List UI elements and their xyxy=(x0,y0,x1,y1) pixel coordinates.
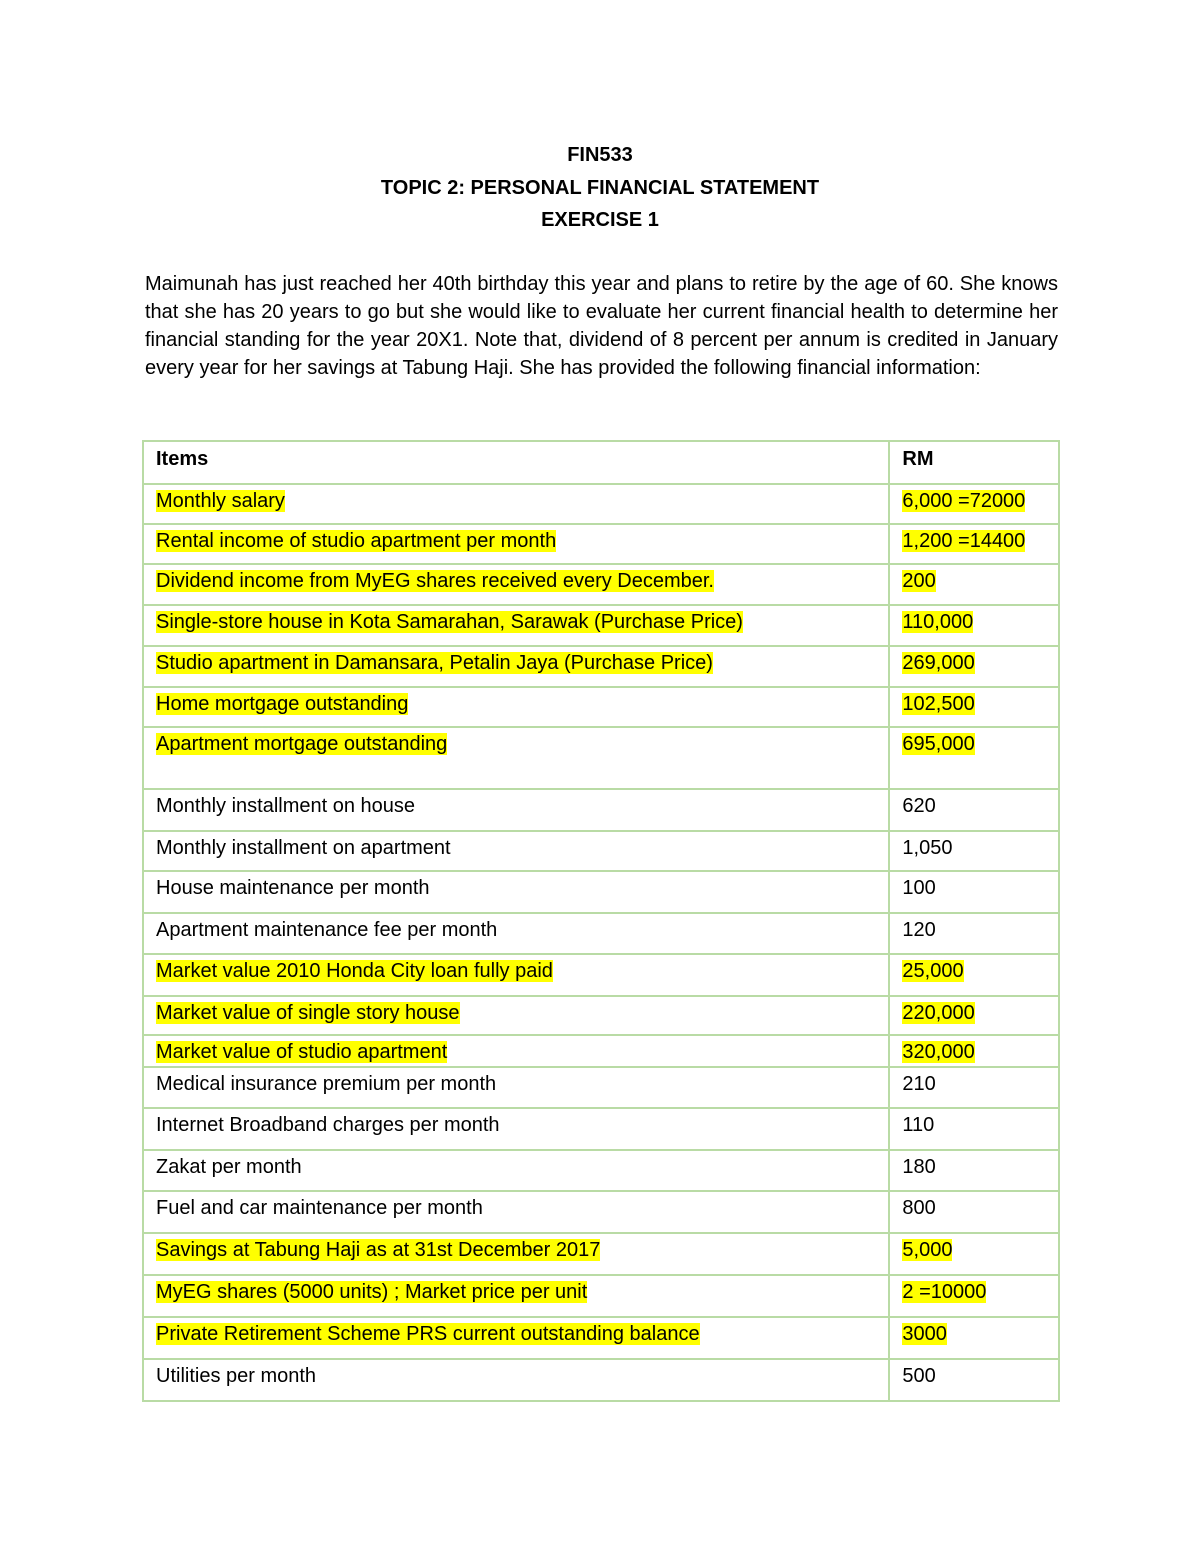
item-cell xyxy=(143,1108,889,1150)
rm-value: 320,000 xyxy=(902,1041,975,1063)
item-text: Market value of single story house xyxy=(156,1002,460,1024)
rm-cell xyxy=(889,789,1059,831)
item-cell xyxy=(143,1150,889,1191)
rm-value: 500 xyxy=(902,1365,936,1387)
rm-cell xyxy=(889,687,1059,727)
item-text: Monthly installment on apartment xyxy=(156,837,451,859)
rm-value: 220,000 xyxy=(902,1002,975,1024)
rm-cell xyxy=(889,564,1059,605)
rm-value: 3000 xyxy=(902,1323,947,1345)
rm-cell xyxy=(889,524,1059,564)
rm-value: 120 xyxy=(902,919,936,941)
item-text: Home mortgage outstanding xyxy=(156,693,409,715)
rm-cell xyxy=(889,1067,1059,1108)
topic-title: TOPIC 2: PERSONAL FINANCIAL STATEMENT xyxy=(380,177,820,199)
item-text: Apartment maintenance fee per month xyxy=(156,919,498,941)
item-cell xyxy=(143,484,889,524)
item-cell xyxy=(143,1067,889,1108)
item-text: Apartment mortgage outstanding xyxy=(156,733,448,755)
rm-cell xyxy=(889,1035,1059,1067)
rm-value: 620 xyxy=(902,795,936,817)
rm-cell xyxy=(889,1233,1059,1275)
rm-cell xyxy=(889,996,1059,1035)
item-text: Private Retirement Scheme PRS current outstanding balance xyxy=(156,1323,700,1345)
item-text: Market value 2010 Honda City loan fully paid xyxy=(156,960,553,982)
table-row xyxy=(143,1067,1059,1108)
rm-cell xyxy=(889,646,1059,687)
item-cell xyxy=(143,687,889,727)
rm-value: 25,000 xyxy=(902,960,964,982)
rm-value: 200 xyxy=(902,570,936,592)
item-cell xyxy=(143,831,889,871)
intro-paragraph: Maimunah has just reached her 40th birthday this year and plans to retire by the age of 60. She knows that she has 20 years to go but she would like to evaluate her current financial health to determine her financial standing for the year 20X1. Note that, dividend of 8 percent per annum is credited in January every year for her savings at Tabung Haji. She has provided the following financial information: xyxy=(145,273,1058,379)
rm-cell xyxy=(889,831,1059,871)
table-row xyxy=(143,727,1059,789)
rm-cell xyxy=(889,1275,1059,1317)
item-text: Internet Broadband charges per month xyxy=(156,1114,500,1136)
item-cell xyxy=(143,789,889,831)
table-row xyxy=(143,954,1059,996)
table-row xyxy=(143,524,1059,564)
rm-value: 180 xyxy=(902,1156,936,1178)
table-row xyxy=(143,687,1059,727)
financial-info-table xyxy=(142,440,1060,1402)
table-row xyxy=(143,564,1059,605)
item-cell xyxy=(143,913,889,954)
rm-value: 269,000 xyxy=(902,652,975,674)
table-header-row xyxy=(143,441,1059,484)
rm-cell xyxy=(889,913,1059,954)
table-row xyxy=(143,1275,1059,1317)
header-items xyxy=(143,441,889,484)
rm-cell xyxy=(889,1150,1059,1191)
rm-cell xyxy=(889,484,1059,524)
item-text: Utilities per month xyxy=(156,1365,317,1387)
item-text: Fuel and car maintenance per month xyxy=(156,1197,483,1219)
item-text: Dividend income from MyEG shares received every December. xyxy=(156,570,714,592)
table-row xyxy=(143,1150,1059,1191)
item-text: Medical insurance premium per month xyxy=(156,1073,497,1095)
item-text: House maintenance per month xyxy=(156,877,430,899)
table-row xyxy=(143,996,1059,1035)
rm-value: 210 xyxy=(902,1073,936,1095)
course-code: FIN533 xyxy=(567,144,633,166)
rm-cell xyxy=(889,1317,1059,1359)
item-text: Market value of studio apartment xyxy=(156,1041,448,1063)
item-text: Monthly salary xyxy=(156,490,285,512)
table-row xyxy=(143,605,1059,646)
item-cell xyxy=(143,646,889,687)
item-cell xyxy=(143,1359,889,1401)
rm-value: 1,050 xyxy=(902,837,953,859)
item-cell xyxy=(143,1233,889,1275)
rm-value: 2 =10000 xyxy=(902,1281,987,1303)
table-row xyxy=(143,1191,1059,1233)
rm-value: 102,500 xyxy=(902,693,975,715)
rm-value: 100 xyxy=(902,877,936,899)
item-text: Zakat per month xyxy=(156,1156,302,1178)
item-text: Monthly installment on house xyxy=(156,795,416,817)
rm-cell xyxy=(889,1359,1059,1401)
item-text: Savings at Tabung Haji as at 31st December 2017 xyxy=(156,1239,601,1261)
item-cell xyxy=(143,871,889,913)
rm-value: 5,000 xyxy=(902,1239,953,1261)
table-row xyxy=(143,646,1059,687)
item-cell xyxy=(143,1191,889,1233)
header-rm-label: RM xyxy=(902,448,934,470)
rm-value: 695,000 xyxy=(902,733,975,755)
header-items-label: Items xyxy=(156,448,209,470)
table-row xyxy=(143,1233,1059,1275)
rm-cell xyxy=(889,954,1059,996)
rm-cell xyxy=(889,605,1059,646)
rm-value: 800 xyxy=(902,1197,936,1219)
item-cell xyxy=(143,1275,889,1317)
rm-cell xyxy=(889,1191,1059,1233)
rm-value: 110,000 xyxy=(902,611,974,633)
table-row xyxy=(143,1108,1059,1150)
table-row xyxy=(143,913,1059,954)
table-row xyxy=(143,831,1059,871)
table-row xyxy=(143,1359,1059,1401)
item-text: Rental income of studio apartment per month xyxy=(156,530,557,552)
item-cell xyxy=(143,605,889,646)
item-cell xyxy=(143,727,889,789)
table-row xyxy=(143,789,1059,831)
rm-value: 110 xyxy=(902,1114,935,1136)
table-row xyxy=(143,1035,1059,1067)
table-row xyxy=(143,871,1059,913)
item-cell xyxy=(143,524,889,564)
rm-cell xyxy=(889,727,1059,789)
rm-value: 6,000 =72000 xyxy=(902,490,1026,512)
rm-value: 1,200 =14400 xyxy=(902,530,1026,552)
item-cell xyxy=(143,1317,889,1359)
item-cell xyxy=(143,996,889,1035)
table-row xyxy=(143,484,1059,524)
header-rm xyxy=(889,441,1059,484)
item-text: Single-store house in Kota Samarahan, Sarawak (Purchase Price) xyxy=(156,611,743,633)
table-row xyxy=(143,1317,1059,1359)
exercise-title: EXERCISE 1 xyxy=(541,209,659,231)
rm-cell xyxy=(889,1108,1059,1150)
rm-cell xyxy=(889,871,1059,913)
item-text: MyEG shares (5000 units) ; Market price per unit xyxy=(156,1281,588,1303)
item-cell xyxy=(143,1035,889,1067)
item-cell xyxy=(143,564,889,605)
item-cell xyxy=(143,954,889,996)
item-text: Studio apartment in Damansara, Petalin Jaya (Purchase Price) xyxy=(156,652,713,674)
